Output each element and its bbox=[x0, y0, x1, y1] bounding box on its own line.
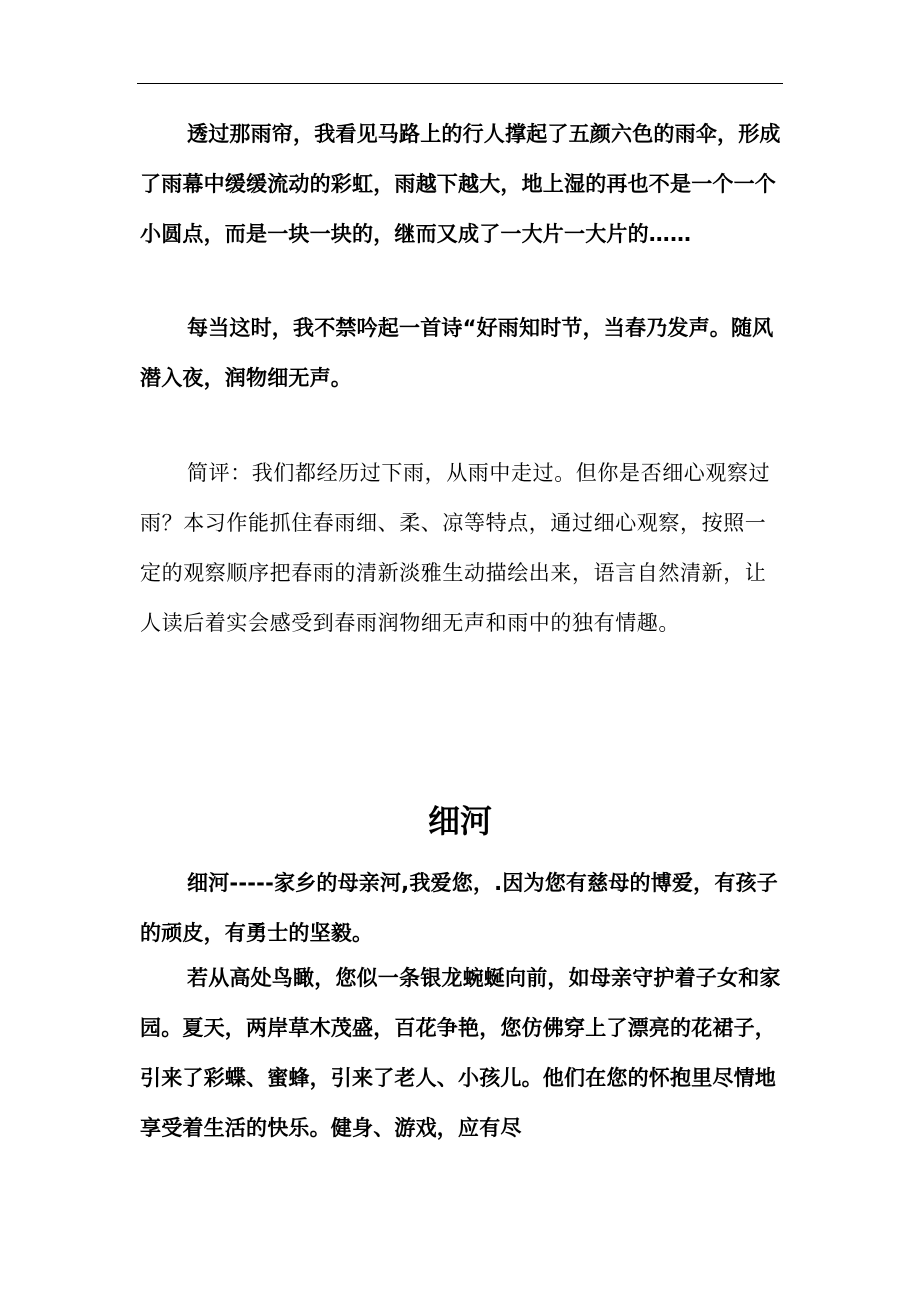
xihe-paragraph-2: 若从高处鸟瞰，您似一条银龙蜿蜒向前，如母亲守护着子女和家园。夏天，两岸草木茂盛，百花争艳，您仿佛穿上了漂亮的花裙子，引来了彩蝶、蜜蜂，引来了老人、小孩儿。他们在您的怀抱里尽情地享受着生活的快乐。健身、游戏，应有尽 bbox=[140, 966, 781, 1140]
rain-paragraph-1: 透过那雨帘，我看见马路上的行人撑起了五颜六色的雨伞，形成了雨幕中缓缓流动的彩虹，雨越下越大，地上湿的再也不是一个一个小圆点，而是一块一块的，继而又成了一大片一大片的…… bbox=[140, 122, 781, 246]
rain-paragraph-poem: 每当这时，我不禁吟起一首诗“好雨知时节，当春乃发声。随风潜入夜，润物细无声。 bbox=[140, 316, 774, 390]
header-divider bbox=[137, 83, 783, 84]
review-paragraph: 简评：我们都经历过下雨，从雨中走过。但你是否细心观察过雨？本习作能抓住春雨细、柔、凉等特点，通过细心观察，按照一定的观察顺序把春雨的清新淡雅生动描绘出来，语言自然清新，让人读后着实会感受到春雨润物细无声和雨中的独有情趣。 bbox=[140, 461, 771, 635]
xihe-paragraph-1: 细河-----家乡的母亲河,我爱您，.因为您有慈母的博爱，有孩子的顽皮，有勇士的坚毅。 bbox=[140, 871, 778, 945]
essay-title: 细河 bbox=[427, 802, 492, 840]
